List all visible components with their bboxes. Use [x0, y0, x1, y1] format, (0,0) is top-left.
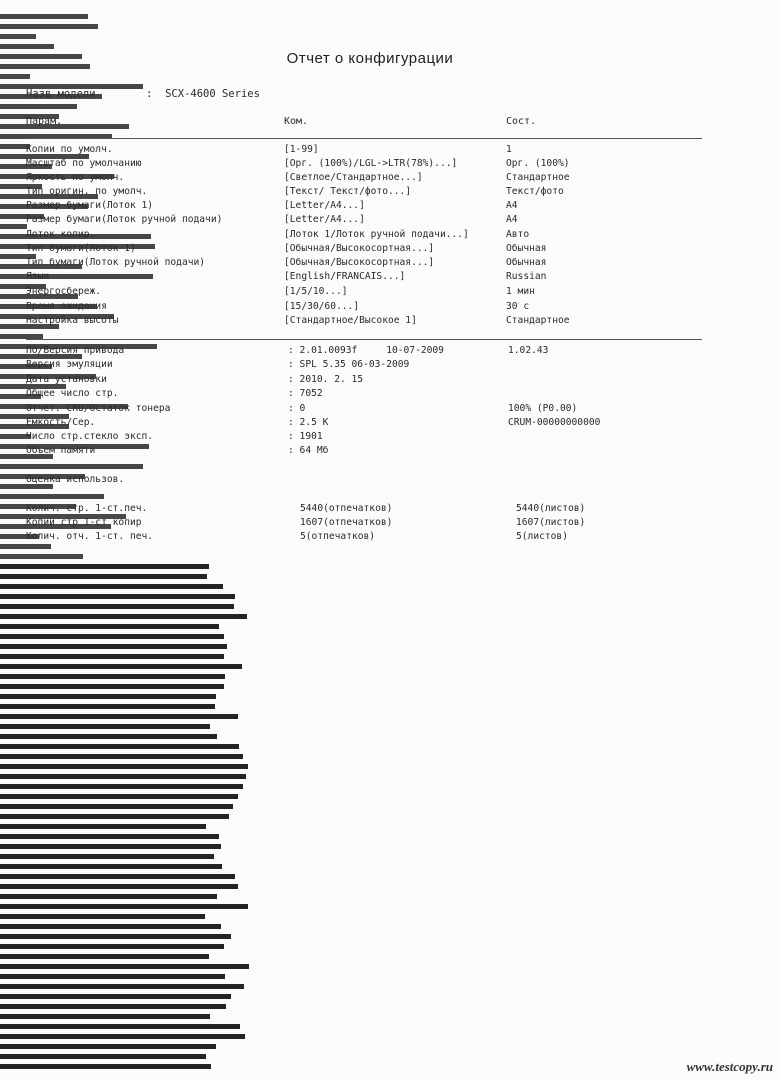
- streak-line: [0, 1064, 211, 1069]
- model-value: SCX-4600 Series: [165, 88, 260, 100]
- row-param: Тип оригин. по умолч.: [26, 186, 148, 197]
- streak-line: [0, 734, 217, 739]
- row-param: Яркость по умолч.: [26, 172, 125, 183]
- row-param: Копии по умолч.: [26, 144, 113, 155]
- streak-line: [0, 624, 219, 629]
- table-row: [0, 257, 779, 271]
- usage-heading: Оценка использов.: [26, 474, 125, 485]
- row-state: Стандартное: [506, 315, 570, 326]
- streak-line: [0, 994, 231, 999]
- row-param: Тип бумаги(Лоток ручной подачи): [26, 257, 206, 268]
- table-row: [0, 359, 779, 373]
- row-state: 5440(листов): [516, 503, 586, 514]
- row-state: 1: [506, 144, 512, 155]
- row-param: Версия эмуляции: [26, 359, 113, 370]
- row-state: 1 мин: [506, 286, 535, 297]
- row-param: Емкость/Сер.: [26, 417, 96, 428]
- table-row: [0, 374, 779, 388]
- streak-line: [0, 884, 238, 889]
- streak-line: [0, 894, 217, 899]
- streak-line: [0, 854, 214, 859]
- divider-middle: [26, 339, 702, 340]
- streak-line: [0, 984, 244, 989]
- streak-line: [0, 634, 224, 639]
- row-command: : 64 Мб: [288, 445, 329, 456]
- row-command: [Орг. (100%)/LGL->LTR(78%)...]: [284, 158, 458, 169]
- streak-line: [0, 464, 143, 469]
- streak-line: [0, 834, 219, 839]
- table-row: [0, 200, 779, 214]
- row-state: Авто: [506, 229, 530, 240]
- table-row: [0, 214, 779, 228]
- row-param: Число стр.стекло эксп.: [26, 431, 154, 442]
- row-param: Масштаб по умолчанию: [26, 158, 142, 169]
- streak-line: [0, 974, 225, 979]
- streak-line: [0, 554, 83, 559]
- row-command: [Светлое/Стандартное...]: [284, 172, 423, 183]
- streak-line: [0, 24, 98, 29]
- row-param: Копии стр 1-ст копир: [26, 517, 142, 528]
- row-state: Обычная: [506, 257, 547, 268]
- table-row: [0, 172, 779, 186]
- row-command: : 2.01.0093f 10-07-2009: [288, 345, 444, 356]
- row-command: [Стандартное/Высокое 1]: [284, 315, 417, 326]
- streak-line: [0, 1024, 240, 1029]
- row-command: : 2010. 2. 15: [288, 374, 364, 385]
- streak-line: [0, 794, 238, 799]
- streak-line: [0, 764, 248, 769]
- table-row: [0, 158, 779, 172]
- streak-line: [0, 494, 104, 499]
- row-command: : 0: [288, 403, 306, 414]
- row-param: Колич. отч. 1-ст. печ.: [26, 531, 154, 542]
- streak-line: [0, 694, 216, 699]
- row-command: [Обычная/Высокосортная...]: [284, 243, 435, 254]
- row-state: 30 с: [506, 301, 530, 312]
- row-param: Объем памяти: [26, 445, 96, 456]
- row-command: 5(отпечатков): [300, 531, 376, 542]
- row-param: Язык: [26, 271, 50, 282]
- streak-line: [0, 804, 233, 809]
- table-row: [0, 229, 779, 243]
- table-row: [0, 403, 779, 417]
- row-state: 1607(листов): [516, 517, 586, 528]
- streak-line: [0, 774, 246, 779]
- row-command: [1/5/10...]: [284, 286, 348, 297]
- row-state: Стандартное: [506, 172, 570, 183]
- row-command: [Лоток 1/Лоток ручной подачи...]: [284, 229, 469, 240]
- streak-line: [0, 814, 229, 819]
- table-row: [0, 301, 779, 315]
- streak-line: [0, 604, 234, 609]
- row-command: [Letter/A4...]: [284, 200, 365, 211]
- row-command: : SPL 5.35 06-03-2009: [288, 359, 410, 370]
- row-param: Отчет. CRU/Остаток тонера: [26, 403, 171, 414]
- row-param: Лоток копир.: [26, 229, 96, 240]
- streak-line: [0, 924, 221, 929]
- row-param: Время ожидания: [26, 301, 107, 312]
- streak-line: [0, 34, 36, 39]
- streak-line: [0, 614, 247, 619]
- streak-line: [0, 1004, 226, 1009]
- streak-line: [0, 914, 205, 919]
- model-label: Назв модели: [26, 88, 96, 100]
- row-param: Общее число стр.: [26, 388, 119, 399]
- row-command: [Обычная/Высокосортная...]: [284, 257, 435, 268]
- row-param: Колич. стр. 1-ст.печ.: [26, 503, 148, 514]
- streak-line: [0, 1044, 216, 1049]
- row-command: [English/FRANCAIS...]: [284, 271, 406, 282]
- model-line: Назв модели : SCX-4600 Series: [26, 88, 260, 100]
- row-state: CRUM-00000000000: [508, 417, 601, 428]
- streak-line: [0, 684, 224, 689]
- column-header-param: Парам.: [26, 116, 63, 127]
- streak-line: [0, 714, 238, 719]
- row-param: Тип бумаги(Лоток 1): [26, 243, 136, 254]
- row-state: Текст/фото: [506, 186, 564, 197]
- watermark-text: www.testcopy.ru: [686, 1059, 773, 1074]
- streak-line: [0, 564, 209, 569]
- row-state: Russian: [506, 271, 547, 282]
- streak-line: [0, 14, 88, 19]
- column-header-state: Сост.: [506, 116, 537, 127]
- streak-line: [0, 1054, 206, 1059]
- row-param: ПО/Версия привода: [26, 345, 125, 356]
- streak-line: [0, 124, 129, 129]
- row-command: 5440(отпечатков): [300, 503, 393, 514]
- row-state: 1.02.43: [508, 345, 549, 356]
- table-row: [0, 286, 779, 300]
- streak-line: [0, 954, 209, 959]
- streak-line: [0, 724, 210, 729]
- row-param: Настройка высоты: [26, 315, 119, 326]
- table-row: [0, 271, 779, 285]
- row-command: : 7052: [288, 388, 323, 399]
- streak-line: [0, 934, 231, 939]
- row-state: Орг. (100%): [506, 158, 570, 169]
- streak-line: [0, 104, 77, 109]
- table-row: [0, 144, 779, 158]
- streak-line: [0, 574, 207, 579]
- table-row: [0, 503, 779, 517]
- streak-line: [0, 754, 243, 759]
- row-command: [Текст/ Текст/фото...]: [284, 186, 412, 197]
- row-command: : 2.5 K: [288, 417, 329, 428]
- divider-top: [26, 138, 702, 139]
- row-command: : 1901: [288, 431, 323, 442]
- table-row: [0, 431, 779, 445]
- streak-line: [0, 664, 242, 669]
- streak-line: [0, 704, 215, 709]
- streak-line: [0, 824, 206, 829]
- table-row: [0, 517, 779, 531]
- streak-line: [0, 654, 224, 659]
- table-row: [0, 243, 779, 257]
- streak-line: [0, 784, 243, 789]
- row-command: 1607(отпечатков): [300, 517, 393, 528]
- row-param: Размер бумаги(Лоток ручной подачи): [26, 214, 223, 225]
- row-state: Обычная: [506, 243, 547, 254]
- row-state: 100% (P0.00): [508, 403, 578, 414]
- table-row: [0, 445, 779, 459]
- streak-line: [0, 964, 249, 969]
- streak-line: [0, 904, 248, 909]
- row-state: A4: [506, 200, 518, 211]
- streak-line: [0, 874, 235, 879]
- streak-line: [0, 1014, 210, 1019]
- streak-line: [0, 864, 222, 869]
- column-header-command: Ком.: [284, 116, 309, 127]
- table-row: [0, 345, 779, 359]
- row-state: 5(листов): [516, 531, 568, 542]
- table-row: [0, 531, 779, 545]
- usage-heading-row: [0, 474, 779, 488]
- streak-line: [0, 674, 225, 679]
- row-command: [1-99]: [284, 144, 319, 155]
- row-command: [Letter/A4...]: [284, 214, 365, 225]
- streak-line: [0, 594, 235, 599]
- row-param: Дата установки: [26, 374, 107, 385]
- streak-line: [0, 44, 54, 49]
- streak-line: [0, 644, 227, 649]
- streak-line: [0, 584, 223, 589]
- row-command: [15/30/60...]: [284, 301, 360, 312]
- table-row: [0, 315, 779, 329]
- report-title: Отчет о конфигурации: [286, 50, 454, 67]
- row-param: Энергосбереж.: [26, 286, 102, 297]
- table-row: [0, 388, 779, 402]
- streak-line: [0, 944, 224, 949]
- streak-line: [0, 744, 239, 749]
- streak-line: [0, 1034, 245, 1039]
- table-row: [0, 417, 779, 431]
- row-state: A4: [506, 214, 518, 225]
- streak-line: [0, 844, 221, 849]
- table-row: [0, 186, 779, 200]
- row-param: Размер бумаги(Лоток 1): [26, 200, 154, 211]
- streak-line: [0, 74, 30, 79]
